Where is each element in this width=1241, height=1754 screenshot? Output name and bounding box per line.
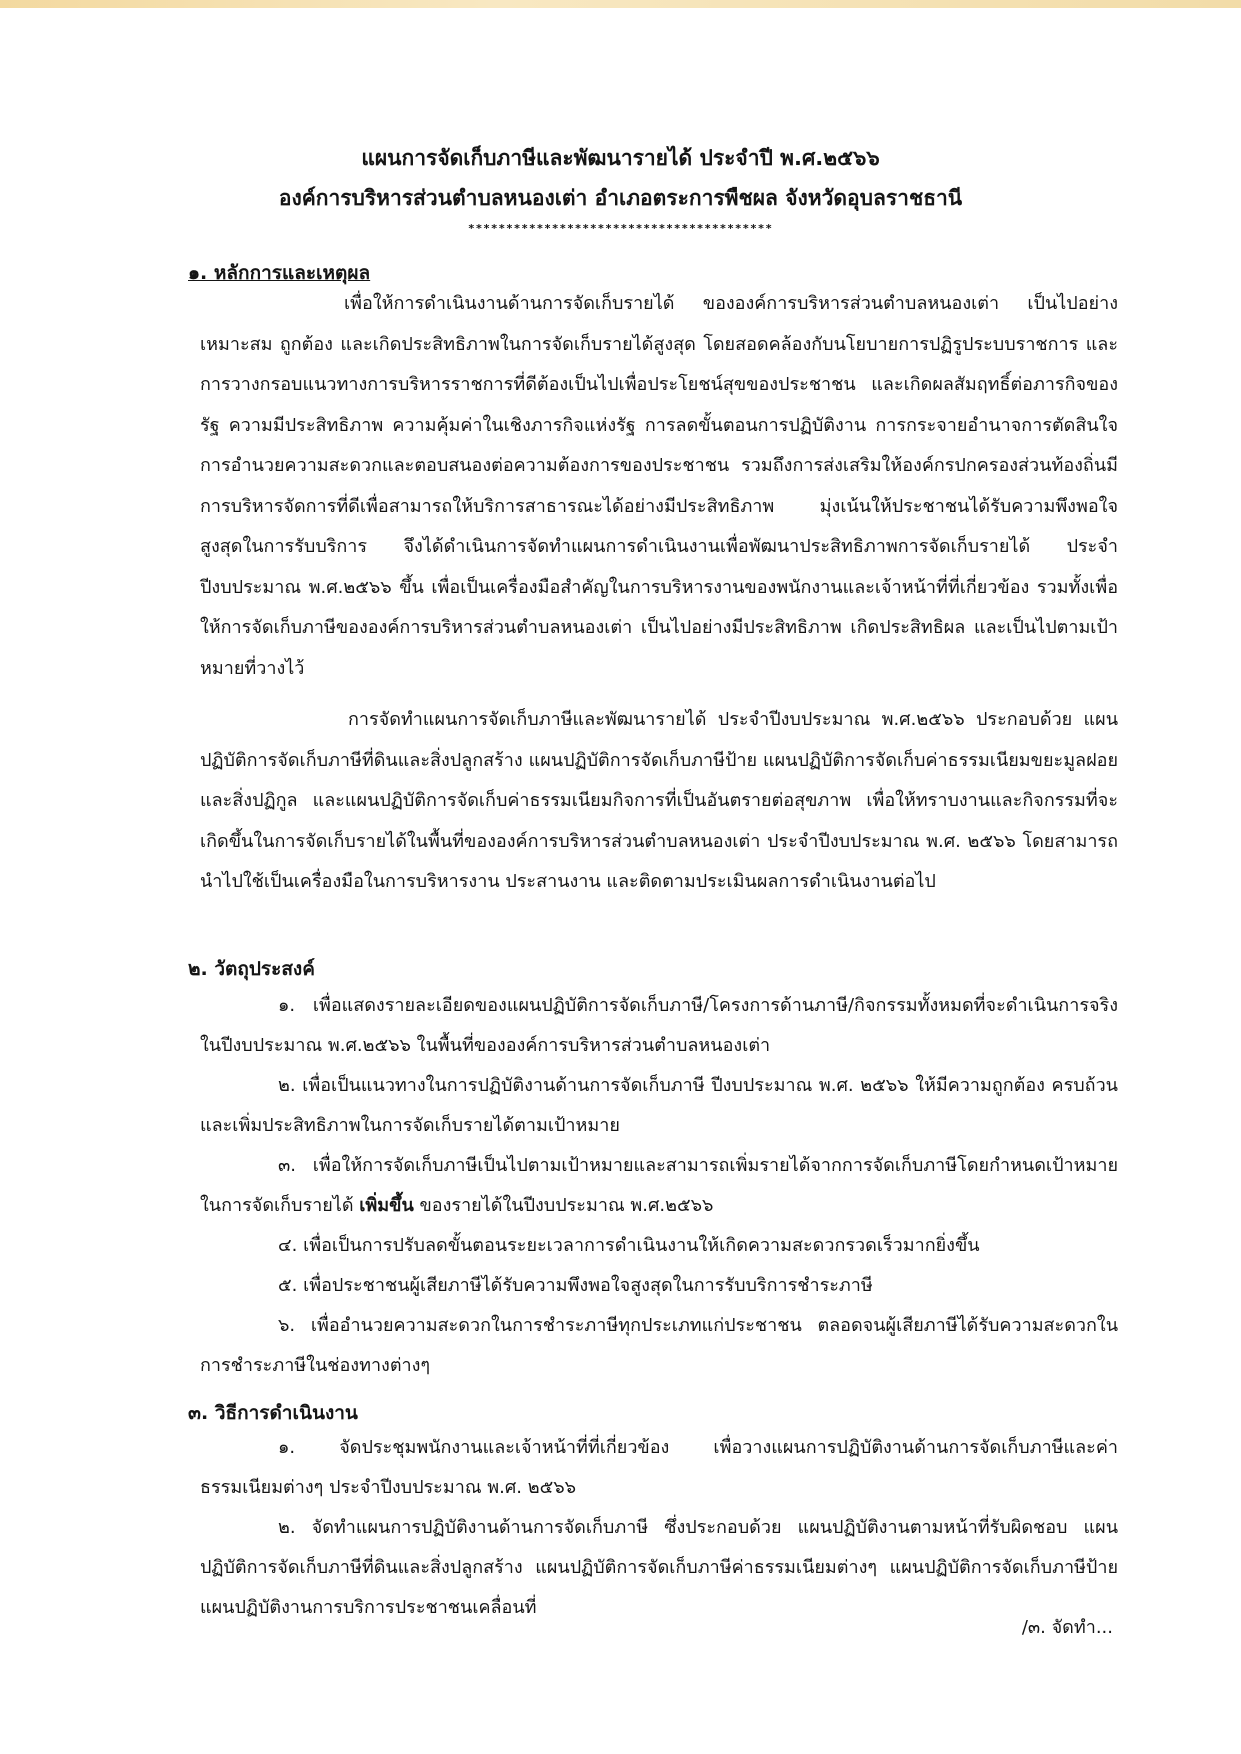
objective-item: ๔. เพื่อเป็นการปรับลดขั้นตอนระยะเวลาการดำเนินงานให้เกิดความสะดวกรวดเร็วมากยิ่งขึ้น xyxy=(278,1235,980,1256)
method-item: ๒. จัดทำแผนการปฏิบัติงานด้านการจัดเก็บภาษี ซึ่งประกอบด้วย แผนปฏิบัติงานตามหน้าที่รับผิดชอบ แผนปฏิบัติการจัดเก็บภาษีที่ดินและสิ่งปลูกสร้าง แผนปฏิบัติการจัดเก็บภาษีค่าธรรมเนียมต่างๆ แผนปฏิบัติการจัดเก็บภาษีป้าย แผนปฏิบัติงานการบริการประชาชนเคลื่อนที่ xyxy=(200,1517,1118,1618)
title-divider: **************************************** xyxy=(468,222,773,235)
objective-3-text: ๓. เพื่อให้การจัดเก็บภาษีเป็นไปตามเป้าหมายและสามารถเพิ่มรายได้จากการจัดเก็บภาษีโดยกำหนดเป้าหมายในการจัดเก็บรายได้ xyxy=(200,1155,1118,1216)
section-heading-principles: ๑. หลักการและเหตุผล xyxy=(188,262,371,284)
objective-item: ๖. เพื่ออำนวยความสะดวกในการชำระภาษีทุกประเภทแก่ประชาชน ตลอดจนผู้เสียภาษีได้รับความสะดวกในการชำระภาษีในช่องทางต่างๆ xyxy=(200,1315,1118,1376)
principles-paragraph-2: การจัดทำแผนการจัดเก็บภาษีและพัฒนารายได้ ประจำปีงบประมาณ พ.ศ.๒๕๖๖ ประกอบด้วย แผนปฏิบัติการจัดเก็บภาษีที่ดินและสิ่งปลูกสร้าง แผนปฏิบัติการจัดเก็บภาษีป้าย แผนปฏิบัติการจัดเก็บค่าธรรมเนียมขยะมูลฝอยและสิ่งปฏิกูล และแผนปฏิบัติการจัดเก็บค่าธรรมเนียมกิจการที่เป็นอันตรายต่อสุขภาพ เพื่อให้ทราบงานและกิจกรรมที่จะเกิดขึ้นในการจัดเก็บรายได้ในพื้นที่ขององค์การบริหารส่วนตำบลหนองเต่า ประจำปีงบประมาณ พ.ศ. ๒๕๖๖ โดยสามารถนำไปใช้เป็นเครื่องมือในการบริหารงาน ประสานงาน และติดตามประเมินผลการดำเนินงานต่อไป xyxy=(200,709,1118,892)
objective-item: ๕. เพื่อประชาชนผู้เสียภาษีได้รับความพึงพอใจสูงสุดในการรับบริการชำระภาษี xyxy=(278,1275,873,1296)
continuation-marker: /๓. จัดทำ... xyxy=(1021,1617,1113,1638)
section-heading-objectives: ๒. วัตถุประสงค์ xyxy=(188,958,315,980)
objective-item: ๒. เพื่อเป็นแนวทางในการปฏิบัติงานด้านการจัดเก็บภาษี ปีงบประมาณ พ.ศ. ๒๕๖๖ ให้มีความถูกต้อง ครบถ้วน และเพิ่มประสิทธิภาพในการจัดเก็บรายได้ตามเป้าหมาย xyxy=(200,1075,1118,1136)
objective-item: ๑. เพื่อแสดงรายละเอียดของแผนปฏิบัติการจัดเก็บภาษี/โครงการด้านภาษี/กิจกรรมทั้งหมดที่จะดำเนินการจริงในปีงบประมาณ พ.ศ.๒๕๖๖ ในพื้นที่ขององค์การบริหารส่วนตำบลหนองเต่า xyxy=(200,995,1118,1056)
document-title: แผนการจัดเก็บภาษีและพัฒนารายได้ ประจำปี พ.ศ.๒๕๖๖ xyxy=(361,146,880,170)
document-subtitle: องค์การบริหารส่วนตำบลหนองเต่า อำเภอตระการพืชผล จังหวัดอุบลราชธานี xyxy=(278,186,963,210)
method-item: ๑. จัดประชุมพนักงานและเจ้าหน้าที่ที่เกี่ยวข้อง เพื่อวางแผนการปฏิบัติงานด้านการจัดเก็บภาษีและค่าธรรมเนียมต่างๆ ประจำปีงบประมาณ พ.ศ. ๒๕๖๖ xyxy=(200,1437,1118,1498)
section-heading-methods: ๓. วิธีการดำเนินงาน xyxy=(188,1402,358,1424)
objective-3-emphasis: เพิ่มขึ้น xyxy=(359,1195,414,1216)
principles-paragraph-1: เพื่อให้การดำเนินงานด้านการจัดเก็บรายได้ ขององค์การบริหารส่วนตำบลหนองเต่า เป็นไปอย่างเหมาะสม ถูกต้อง และเกิดประสิทธิภาพในการจัดเก็บรายได้สูงสุด โดยสอดคล้องกับนโยบายการปฏิรูประบบราชการ และการวางกรอบแนวทางการบริหารราชการที่ดีต้องเป็นไปเพื่อประโยชน์สุขของประชาชน และเกิดผลสัมฤทธิ์ต่อภารกิจของรัฐ ความมีประสิทธิภาพ ความคุ้มค่าในเชิงภารกิจแห่งรัฐ การลดขั้นตอนการปฏิบัติงาน การกระจายอำนาจการตัดสินใจ การอำนวยความสะดวกและตอบสนองต่อความต้องการของประชาชน รวมถึงการส่งเสริมให้องค์กรปกครองส่วนท้องถิ่นมีการบริหารจัดการที่ดีเพื่อสามารถให้บริการสาธารณะได้อย่างมีประสิทธิภาพ มุ่งเน้นให้ประชาชนได้รับความพึงพอใจสูงสุดในการรับบริการ จึงได้ดำเนินการจัดทำแผนการดำเนินงานเพื่อพัฒนาประสิทธิภาพการจัดเก็บรายได้ ประจำปีงบประมาณ พ.ศ.๒๕๖๖ ขึ้น เพื่อเป็นเครื่องมือสำคัญในการบริหารงานของพนักงานและเจ้าหน้าที่ที่เกี่ยวข้อง รวมทั้งเพื่อให้การจัดเก็บภาษีขององค์การบริหารส่วนตำบลหนองเต่า เป็นไปอย่างมีประสิทธิภาพ เกิดประสิทธิผล และเป็นไปตามเป้าหมายที่วางไว้ xyxy=(200,293,1118,679)
objective-3-text-end: ของรายได้ในปีงบประมาณ พ.ศ.๒๕๖๖ xyxy=(413,1195,714,1216)
objective-item xyxy=(200,1146,1118,1226)
